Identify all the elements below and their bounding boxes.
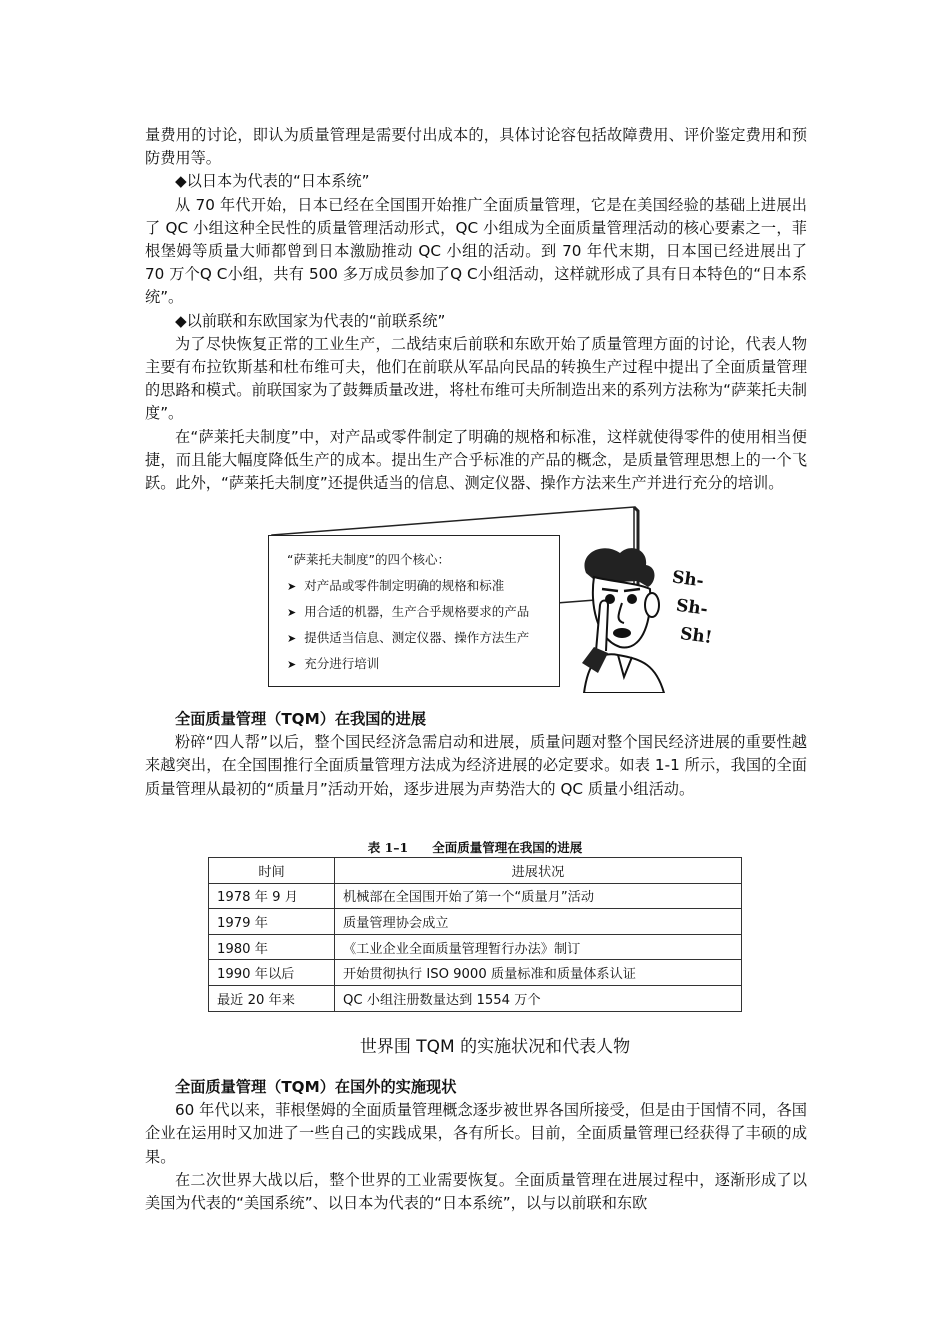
paragraph-abroad-systems: 在二次世界大战以后，整个世界的工业需要恢复。全面质量管理在进展过程中，逐渐形成了以美国为代表的“美国系统”、以日本为代表的“日本系统”，以与以前联和东欧 bbox=[145, 1170, 807, 1213]
table-cell-time: 最近 20 年来 bbox=[209, 985, 335, 1011]
table-row bbox=[209, 883, 742, 909]
paragraph-japan-system: 从 70 年代开始，日本已经在全国围开始推广全面质量管理，它是在美国经验的基础上进展出了 QC 小组这种全民性的质量管理活动形式，QC 小组成为全面质量管理活动的核心要素之一，菲根堡姆等质量大师都曾到日本激励推动 QC 小组的活动。到 70 年代末期，日本国已经进展出了 70 万个Q C小组，共有 500 多万成员参加了Q C小组活动，这样就形成了具有日本特色的“日本系统”。 bbox=[145, 195, 807, 307]
callout-item-text: 充分进行培训 bbox=[304, 656, 380, 671]
table-cell-status: 质量管理协会成立 bbox=[335, 909, 742, 935]
table-caption-label: 表 1–1 bbox=[367, 840, 409, 855]
text-block-china bbox=[145, 708, 807, 801]
arrow-bullet-icon: ➤ bbox=[287, 606, 297, 619]
callout-item-text: 用合适的机器，生产合乎规格要求的产品 bbox=[304, 604, 530, 619]
table-cell-time: 1979 年 bbox=[209, 909, 335, 935]
paragraph-china-progress: 粉碎“四人帮”以后，整个国民经济急需启动和进展，质量问题对整个国民经济进展的重要性越来越突出，在全国围推行全面质量管理方法成为经济进展的必定要求。如表 1-1 所示，我国的全面质量管理从最初的“质量月”活动开始，逐步进展为声势浩大的 QC 质量小组活动。 bbox=[145, 733, 807, 798]
table-row bbox=[209, 909, 742, 935]
table-cell-time: 1990 年以后 bbox=[209, 960, 335, 986]
table-row bbox=[209, 960, 742, 986]
arrow-bullet-icon: ➤ bbox=[287, 580, 297, 593]
callout-item bbox=[287, 654, 379, 672]
subheading-soviet-system: ◆以前联和东欧国家为代表的“前联系统” bbox=[175, 311, 446, 330]
arrow-bullet-icon: ➤ bbox=[287, 658, 297, 671]
callout-item-text: 对产品或零件制定明确的规格和标准 bbox=[304, 578, 505, 593]
text-block-systems bbox=[145, 124, 807, 495]
table-cell-status: 《工业企业全面质量管理暂行办法》制订 bbox=[335, 934, 742, 960]
table-cell-status: 机械部在全国围开始了第一个“质量月”活动 bbox=[335, 883, 742, 909]
table-caption-title: 全面质量管理在我国的进展 bbox=[432, 840, 583, 855]
table-cell-time: 1978 年 9 月 bbox=[209, 883, 335, 909]
section-heading-china: 全面质量管理（TQM）在我国的进展 bbox=[175, 710, 427, 728]
callout-title: “萨莱托夫制度”的四个核心： bbox=[287, 552, 450, 567]
paragraph-soviet-system: 为了尽快恢复正常的工业生产，二战结束后前联和东欧开始了质量管理方面的讨论，代表人物主要有布拉钦斯基和杜布维可夫，他们在前联从军品向民品的转换生产过程中提出了全面质量管理的思路和模式。前联国家为了鼓舞质量改进，将杜布维可夫所制造出来的系列方法称为“萨莱托夫制度”。 bbox=[145, 334, 807, 423]
callout-box bbox=[268, 535, 560, 687]
callout-item bbox=[287, 628, 529, 646]
progress-table bbox=[208, 857, 742, 1012]
table-cell-time: 1980 年 bbox=[209, 934, 335, 960]
text-block-abroad bbox=[145, 1076, 807, 1215]
paragraph-saratov-system: 在“萨莱托夫制度”中，对产品或零件制定了明确的规格和标准，这样就使得零件的使用相当便捷，而且能大幅度降低生产的成本。提出生产合乎标准的产品的概念，是质量管理思想上的一个飞跃。此外，“萨莱托夫制度”还提供适当的信息、测定仪器、操作方法来生产并进行充分的培训。 bbox=[145, 427, 807, 493]
table-caption bbox=[208, 838, 742, 856]
table-header-row bbox=[209, 858, 742, 884]
paragraph-abroad-adoption: 60 年代以来，菲根堡姆的全面质量管理概念逐步被世界各国所接受，但是由于国情不同，各国企业在运用时又加进了一些自己的实践成果，各有所长。目前，全面质量管理已经获得了丰硕的成果。 bbox=[145, 1101, 807, 1166]
paragraph-cost-discussion: 量费用的讨论，即认为质量管理是需要付出成本的，具体讨论容包括故障费用、评价鉴定费用和预防费用等。 bbox=[145, 126, 807, 168]
table-row bbox=[209, 934, 742, 960]
callout-item bbox=[287, 602, 529, 620]
table-cell-status: 开始贯彻执行 ISO 9000 质量标准和质量体系认证 bbox=[335, 960, 742, 986]
callout-item-text: 提供适当信息、测定仪器、操作方法生产 bbox=[304, 630, 530, 645]
table-header-cell: 进展状况 bbox=[335, 858, 742, 884]
arrow-bullet-icon: ➤ bbox=[287, 632, 297, 645]
table-cell-status: QC 小组注册数量达到 1554 万个 bbox=[335, 985, 742, 1011]
table-header-cell: 时间 bbox=[209, 858, 335, 884]
callout-item bbox=[287, 576, 504, 594]
cartoon-speech-line: Sh- bbox=[674, 595, 709, 620]
saratov-callout bbox=[268, 505, 728, 695]
cartoon-speech bbox=[672, 569, 712, 647]
cartoon-speech-line: Sh- bbox=[670, 567, 705, 592]
subheading-japan-system: ◆以日本为代表的“日本系统” bbox=[175, 172, 370, 191]
table-row bbox=[209, 985, 742, 1011]
section-title-world-tqm: 世界围 TQM 的实施状况和代表人物 bbox=[359, 1037, 631, 1057]
section-heading-abroad: 全面质量管理（TQM）在国外的实施现状 bbox=[175, 1078, 457, 1096]
cartoon-speech-line: Sh! bbox=[678, 623, 714, 649]
